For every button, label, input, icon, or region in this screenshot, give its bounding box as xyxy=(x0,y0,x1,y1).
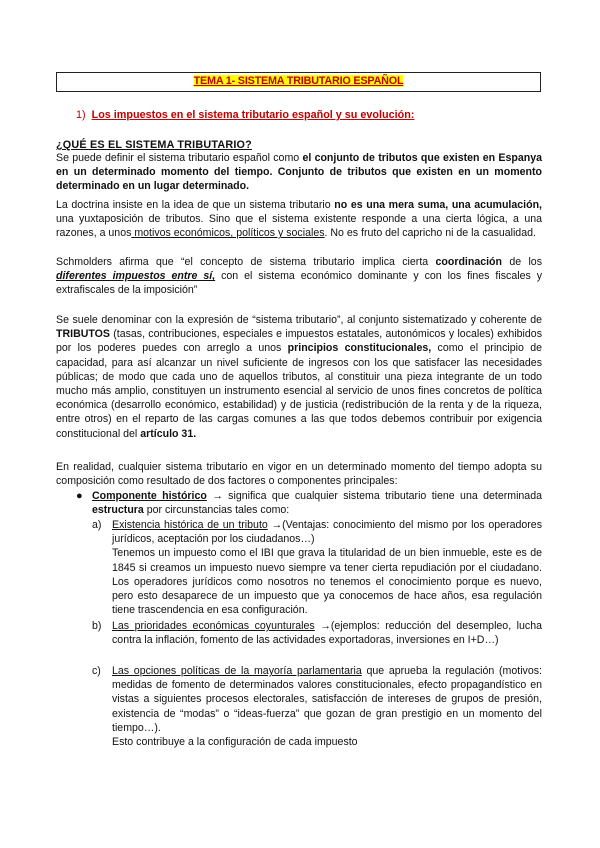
underlined-run: Las prioridades económicas coyunturales xyxy=(112,620,315,632)
sub-item-text xyxy=(112,619,542,647)
bold-run: estructura xyxy=(92,504,144,517)
question-heading: ¿QUÉ ES EL SISTEMA TRIBUTARIO? xyxy=(56,139,252,151)
paragraph-definition xyxy=(56,151,542,194)
sub-item-letter: c) xyxy=(92,665,101,677)
paragraph-doctrine xyxy=(56,198,542,241)
bullet-list xyxy=(76,489,542,517)
bold-run: TRIBUTOS xyxy=(56,328,110,341)
underlined-run: Las opciones políticas de la mayoría parlamentaria xyxy=(112,665,362,677)
text-run: →(ejemplos: reducción del desempleo, lucha contra la inflación, fomento de las actividades exportadoras, inversiones en I+D…) xyxy=(112,620,543,647)
sub-item-c xyxy=(92,664,542,749)
bold-run: artículo 31. xyxy=(140,427,197,440)
text-run: por circunstancias tales como: xyxy=(143,504,290,517)
paragraph-components xyxy=(56,460,542,488)
text-run: Schmolders afirma que “el concepto de sistema tributario implica cierta xyxy=(56,256,436,268)
paragraph-tributos xyxy=(56,313,542,441)
sub-item-letter: b) xyxy=(92,620,102,632)
sub-item-letter: a) xyxy=(92,519,102,531)
bold-underlined-run: Componente histórico xyxy=(92,490,207,502)
underlined-run: motivos económicos, políticos y sociales xyxy=(131,227,325,240)
text-run: (tasas, contribuciones, especiales e impuestos estatales, autonómicos y locales) exhibidos por los poderes puedes con arreglo a unos xyxy=(56,328,542,355)
text-run: que aprueba la regulación (motivos: medidas de fomento de determinados valores constitucionales, efecto propagandístico en vistas a siguientes procesos electorales, satisfacción de intereses de grupos de presión, existencia de “modas” o “ideas-fuerza” que gozan de gran prestigio en un momento del tiempo…). xyxy=(112,665,542,734)
section-number: 1) xyxy=(76,109,86,121)
text-run: . No es fruto del capricho ni de la casualidad. xyxy=(324,227,536,240)
bold-run: principios constitucionales, xyxy=(287,342,432,355)
text-run: una yuxtaposición de tributos. Sino que el sistema existente responde a una cierta lógica, a una razones, a unos xyxy=(56,213,542,240)
bold-run: Conjunto de tributos que existen en un momento determinado en un lugar determinado. xyxy=(56,166,542,193)
list-item xyxy=(76,489,542,517)
text-run: Se suele denominar con la expresión de “sistema tributario”, al conjunto sistematizado y coherente de xyxy=(56,314,542,326)
section-heading xyxy=(76,108,414,122)
section-label: Los impuestos en el sistema tributario español y su evolución: xyxy=(91,109,415,121)
text-run: con el sistema económico dominante y con los fines fiscales y extrafiscales de la imposición” xyxy=(56,270,542,297)
text-run: Se puede definir el sistema tributario español como xyxy=(56,152,303,164)
bold-run: coordinación xyxy=(435,256,502,268)
bold-run: no es una mera suma, una acumulación, xyxy=(334,199,542,211)
text-run: → significa que cualquier sistema tributario tiene una determinada xyxy=(206,490,542,502)
sub-item-b xyxy=(92,619,543,647)
sub-item-explanation: Tenemos un impuesto como el IBI que grava la titularidad de un bien inmueble, este es de 1845 si creamos un impuesto nuevo siempre va tener cierta repudiación por el ciudadano. Los operadores jurídicos como nosotros no tenemos el conocimiento porque es nuevo, pero esto desaparece de un impuesto que ya conocemos de hace años, esa regulación tiene trascendencia en esa configuración. xyxy=(112,547,542,617)
bold-run: el conjunto de tributos que existen en Espanya en un determinado momento del tiempo. xyxy=(56,152,542,179)
paragraph-schmolders xyxy=(56,255,542,298)
text-run: de los xyxy=(502,256,542,268)
sub-item-text xyxy=(112,518,542,546)
page-title: TEMA 1- SISTEMA TRIBUTARIO ESPAÑOL xyxy=(193,75,404,87)
sub-item-a xyxy=(92,518,542,617)
text-run: En realidad, cualquier sistema tributario en vigor en un determinado momento del tiempo adopta su composición como resultado de dos factores o componentes principales: xyxy=(56,461,542,488)
text-run: como el principio de capacidad, para así alcanzar un nivel suficiente de ingresos con los que satisfacer las necesidades públicas; de modo que cada uno de aquellos tributos, al constituir una pieza integrante de un todo mucho más amplio, constituyen un instrumento esencial al servicio de unos fines concretos de política económica (desarrollo económico, estabilidad) y de justicia (redistribución de la renta y de la riqueza, entre otros) en el reparto de las cargas comunes a las que todos debemos contribuir por exigencia constitucional del xyxy=(56,342,542,440)
sub-item-note: Esto contribuye a la configuración de cada impuesto xyxy=(112,736,358,749)
underlined-run: Existencia histórica de un tributo xyxy=(112,519,268,531)
title-box xyxy=(56,72,541,92)
bullet-icon: ● xyxy=(76,490,83,502)
text-run: La doctrina insiste en la idea de que un sistema tributario xyxy=(56,199,335,211)
sub-item-text xyxy=(112,664,542,735)
bold-italic-run: diferentes impuestos entre sí, xyxy=(56,270,216,283)
text-run: →(Ventajas: conocimiento del mismo por los operadores jurídicos, aceptación por los ciudadanos…) xyxy=(112,519,542,546)
